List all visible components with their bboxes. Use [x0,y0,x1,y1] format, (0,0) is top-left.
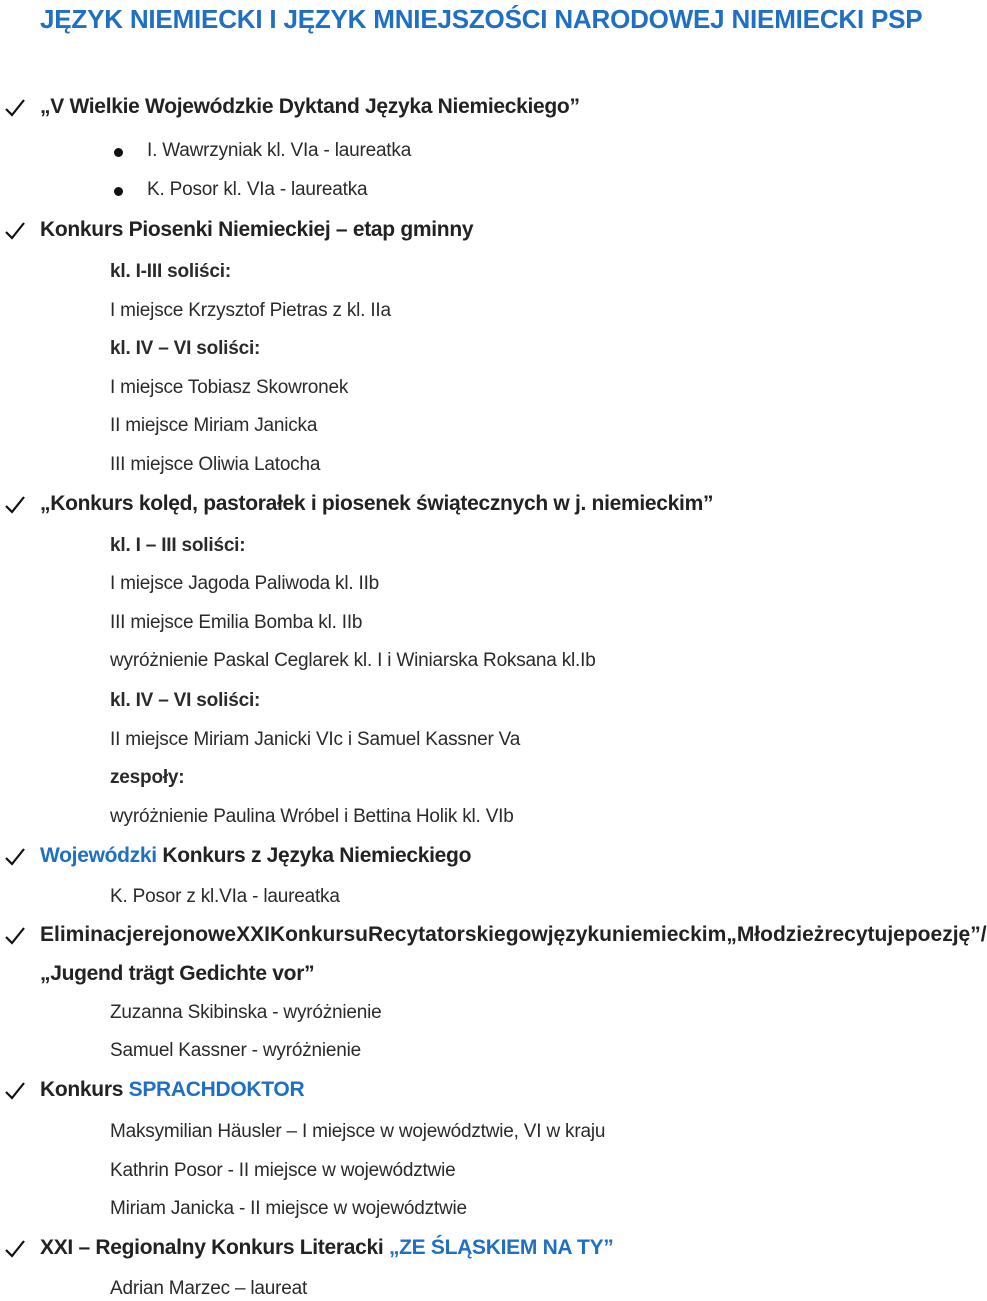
checkmark-icon [4,846,26,868]
heading-word: / [980,923,987,946]
list-item: I miejsce Krzysztof Pietras z kl. IIa [110,300,391,321]
heading-highlight: SPRACHDOKTOR [128,1078,305,1101]
checkmark-icon [4,925,26,947]
list-item: II miejsce Miriam Janicki VIc i Samuel Kassner Va [110,729,521,750]
heading-word: „Młodzież [726,923,825,946]
list-item: wyróżnienie Paskal Ceglarek kl. I i Winiarska Roksana kl.Ib [110,650,596,671]
page-title: JĘZYK NIEMIECKI I JĘZYK MNIEJSZOŚCI NARODOWEJ NIEMIECKI PSP [40,4,923,34]
heading-text: XXI – Regionalny Konkurs Literacki [40,1236,389,1259]
heading-word: Eliminacje [40,923,144,946]
subheading: zespoły: [110,767,185,788]
heading-word: rejonowe [143,923,237,946]
section-heading-piosenka: Konkurs Piosenki Niemieckiej – etap gminny [40,218,474,241]
list-item: wyróżnienie Paulina Wróbel i Bettina Holik kl. VIb [110,806,514,827]
checkmark-icon [4,220,26,242]
list-item: Adrian Marzec – laureat [110,1278,308,1299]
list-item: K. Posor z kl.VIa - laureatka [110,886,340,907]
heading-word: w [531,923,548,946]
heading-text: Konkurs z Języka Niemieckiego [156,844,472,867]
bullet-icon [114,187,123,196]
list-item: I. Wawrzyniak kl. VIa - laureatka [147,140,412,161]
subheading: kl. IV – VI soliści: [110,338,261,359]
heading-word: poezję” [904,923,981,946]
heading-word: Konkursu [269,923,368,946]
heading-text: Konkurs [40,1078,129,1101]
heading-highlight: Wojewódzki [40,844,157,867]
heading-word: XXI [236,923,270,946]
section-heading-dyktando: „V Wielkie Wojewódzkie Dyktand Języka Niemieckiego” [40,95,580,118]
list-item: Samuel Kassner - wyróżnienie [110,1040,362,1061]
checkmark-icon [4,97,26,119]
list-item: II miejsce Miriam Janicka [110,415,318,436]
list-item: Zuzanna Skibinska - wyróżnienie [110,1002,382,1023]
list-item: III miejsce Oliwia Latocha [110,454,321,475]
list-item: I miejsce Jagoda Paliwoda kl. IIb [110,573,380,594]
bullet-icon [114,148,123,157]
list-item: Kathrin Posor - II miejsce w województwie [110,1160,456,1181]
list-item: Maksymilian Häusler – I miejsce w województwie, VI w kraju [110,1121,606,1142]
section-heading-recytatorski [40,923,987,947]
subheading: kl. I-III soliści: [110,261,231,282]
checkmark-icon [4,1080,26,1102]
section-heading-sprachdoktor [40,1078,304,1102]
heading-word: Recytatorskiego [367,923,532,946]
checkmark-icon [4,1238,26,1260]
list-item: Miriam Janicka - II miejsce w województwie [110,1198,467,1219]
heading-word: niemieckim [611,923,727,946]
list-item: I miejsce Tobiasz Skowronek [110,377,349,398]
heading-word: języku [547,923,612,946]
list-item: K. Posor kl. VIa - laureatka [147,179,368,200]
subheading: kl. I – III soliści: [110,535,246,556]
section-heading-koledy: „Konkurs kolęd, pastorałek i piosenek świątecznych w j. niemieckim” [40,492,714,515]
heading-highlight: „ZE ŚLĄSKIEM NA TY” [388,1236,614,1259]
subheading: kl. IV – VI soliści: [110,690,261,711]
list-item: III miejsce Emilia Bomba kl. IIb [110,612,363,633]
checkmark-icon [4,494,26,516]
heading-word: recytuje [824,923,905,946]
section-heading-line2: „Jugend trägt Gedichte vor” [40,962,315,985]
section-heading-literacki [40,1236,613,1260]
section-heading-wojewodzki [40,844,471,868]
